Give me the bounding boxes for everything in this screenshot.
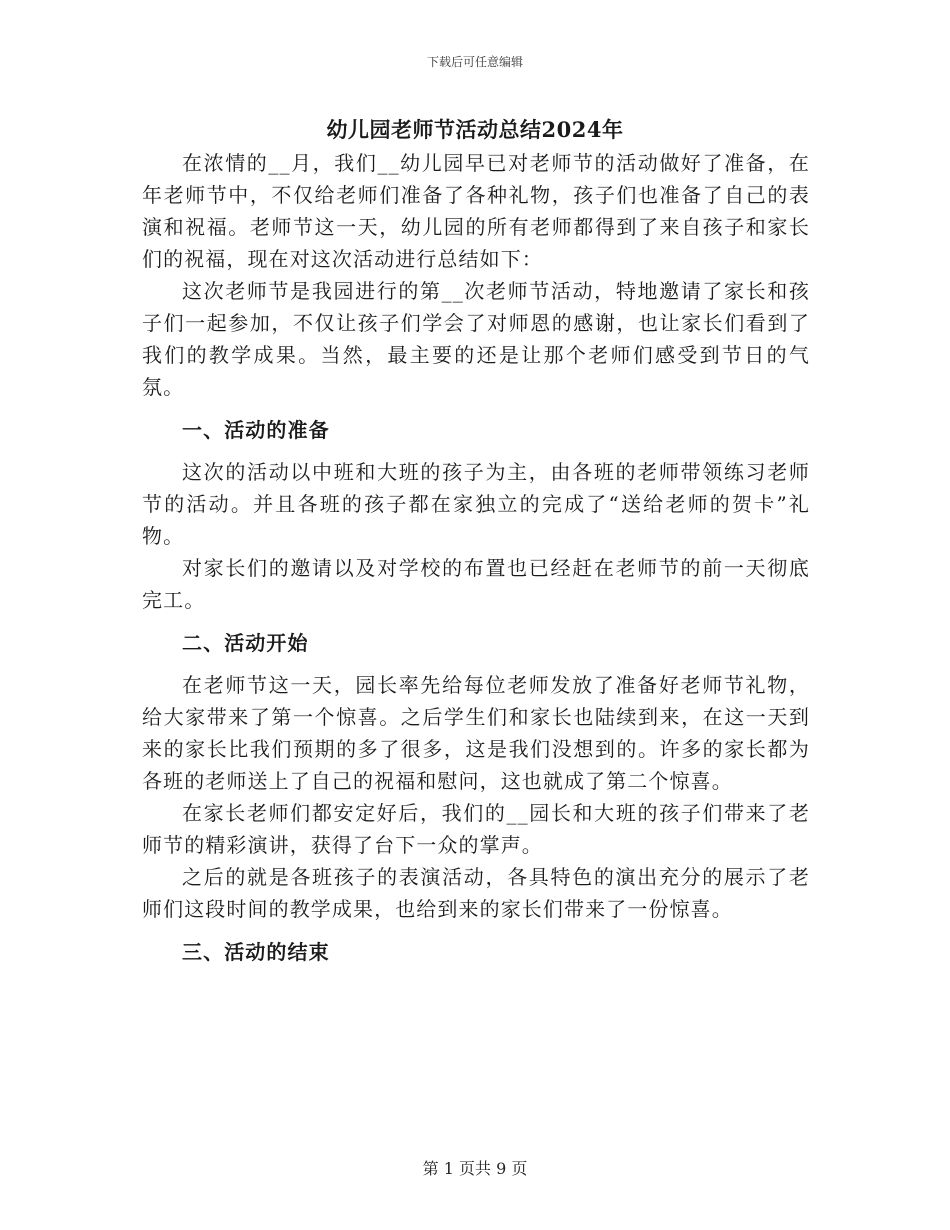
section-heading-start: 二、活动开始	[182, 631, 309, 655]
section2-paragraph-1: 在老师节这一天，园长率先给每位老师发放了准备好老师节礼物，给大家带来了第一个惊喜。之后学生们和家长也陆续到来，在这一天到来的家长比我们预期的多了很多，这是我们没想到的。许多的家长都为各班的老师送上了自己的祝福和慰问，这也就成了第二个惊喜。	[142, 673, 810, 793]
page-number-footer: 第 1 页共 9 页	[422, 1159, 528, 1178]
intro-paragraph-1: 在浓情的__月，我们__幼儿园早已对老师节的活动做好了准备，在年老师节中，不仅给老师们准备了各种礼物，孩子们也准备了自己的表演和祝福。老师节这一天，幼儿园的所有老师都得到了来自孩子和家长们的祝福，现在对这次活动进行总结如下：	[142, 151, 810, 271]
section-heading-end: 三、活动的结束	[182, 940, 330, 964]
intro-paragraph-2: 这次老师节是我园进行的第__次老师节活动，特地邀请了家长和孩子们一起参加，不仅让孩子们学会了对师恩的感谢，也让家长们看到了我们的教学成果。当然，最主要的还是让那个老师们感受到节日的气氛。	[142, 279, 810, 399]
section1-paragraph-2: 对家长们的邀请以及对学校的布置也已经赶在老师节的前一天彻底完工。	[142, 556, 810, 612]
section1-paragraph-1: 这次的活动以中班和大班的孩子为主，由各班的老师带领练习老师节的活动。并且各班的孩子都在家独立的完成了“送给老师的贺卡”礼物。	[142, 460, 810, 548]
section-heading-preparation: 一、活动的准备	[182, 418, 330, 442]
section2-paragraph-2: 在家长老师们都安定好后，我们的__园长和大班的孩子们带来了老师节的精彩演讲，获得了台下一众的掌声。	[142, 801, 810, 857]
document-body	[142, 147, 810, 978]
document-title: 幼儿园老师节活动总结2024年	[326, 117, 624, 142]
section2-paragraph-3: 之后的就是各班孩子的表演活动，各具特色的演出充分的展示了老师们这段时间的教学成果，也给到来的家长们带来了一份惊喜。	[142, 865, 810, 921]
header-note: 下载后可任意编辑	[426, 55, 523, 69]
